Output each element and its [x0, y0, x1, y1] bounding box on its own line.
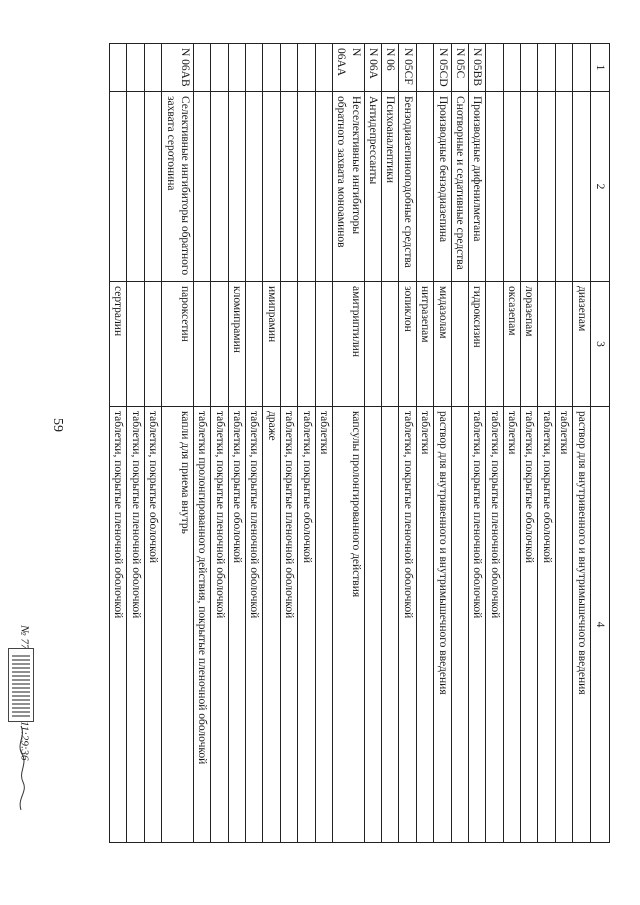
atc-code-cell: [573, 44, 590, 92]
signature-mark: [12, 724, 30, 814]
drug-name-cell: [211, 282, 228, 407]
group-name-cell: [263, 92, 280, 282]
dosage-form-cell: таблетки, покрытые пленочной оболочкой: [469, 407, 486, 843]
column-header-3: 3: [590, 282, 609, 407]
group-name-cell: Производные дифенилметана: [469, 92, 486, 282]
group-name-cell: [194, 92, 211, 282]
dosage-form-cell: раствор для внутривенного и внутримышечного введения: [573, 407, 590, 843]
group-name-cell: Производные бензодиазепина: [434, 92, 451, 282]
table-header-row: [590, 44, 609, 843]
drug-name-cell: пароксетин: [162, 282, 194, 407]
drug-name-cell: [555, 282, 572, 407]
drug-name-cell: имипрамин: [263, 282, 280, 407]
dosage-form-cell: драже: [263, 407, 280, 843]
group-name-cell: Снотворные и седативные средства: [451, 92, 468, 282]
drug-name-cell: нитразепам: [416, 282, 433, 407]
group-name-cell: [228, 92, 245, 282]
drug-name-cell: оксазепам: [503, 282, 520, 407]
table-row: [162, 44, 194, 843]
atc-code-cell: [315, 44, 332, 92]
group-name-cell: [573, 92, 590, 282]
dosage-form-cell: таблетки: [503, 407, 520, 843]
atc-code-cell: N 06: [382, 44, 399, 92]
group-name-cell: [144, 92, 161, 282]
group-name-cell: [538, 92, 555, 282]
page-number: 59: [50, 418, 65, 432]
drug-name-cell: [451, 282, 468, 407]
atc-code-cell: [503, 44, 520, 92]
table-row: [573, 44, 590, 843]
dosage-form-cell: [382, 407, 399, 843]
table-body: [110, 44, 591, 843]
column-header-2: 2: [590, 92, 609, 282]
dosage-form-cell: таблетки, покрытые пленочной оболочкой: [486, 407, 503, 843]
atc-code-cell: N 05BB: [469, 44, 486, 92]
table-row: [298, 44, 315, 843]
atc-code-cell: [211, 44, 228, 92]
drug-name-cell: мидазолам: [434, 282, 451, 407]
group-name-cell: [315, 92, 332, 282]
barcode-stamp: [8, 648, 34, 722]
dosage-form-cell: таблетки: [315, 407, 332, 843]
atc-code-cell: [110, 44, 127, 92]
column-header-1: 1: [590, 44, 609, 92]
table-row: [263, 44, 280, 843]
group-name-cell: Психоаналептики: [382, 92, 399, 282]
table-row: [194, 44, 211, 843]
atc-code-cell: N 05CF: [399, 44, 416, 92]
atc-code-cell: [228, 44, 245, 92]
dosage-form-cell: таблетки, покрытые пленочной оболочкой: [211, 407, 228, 843]
table-row: [521, 44, 538, 843]
table-row: [382, 44, 399, 843]
dosage-form-cell: таблетки, покрытые пленочной оболочкой: [110, 407, 127, 843]
drug-name-cell: амитриптилин: [333, 282, 365, 407]
drug-name-cell: [382, 282, 399, 407]
atc-code-cell: [246, 44, 263, 92]
atc-code-cell: [127, 44, 144, 92]
drug-name-cell: [194, 282, 211, 407]
table-row: [469, 44, 486, 843]
group-name-cell: [127, 92, 144, 282]
table-row: [333, 44, 365, 843]
table-row: [503, 44, 520, 843]
group-name-cell: [298, 92, 315, 282]
table-row: [416, 44, 433, 843]
drug-name-cell: [298, 282, 315, 407]
group-name-cell: [486, 92, 503, 282]
table-row: [144, 44, 161, 843]
dosage-form-cell: таблетки, покрытые оболочкой: [228, 407, 245, 843]
table-row: [246, 44, 263, 843]
barcode-icon: [12, 653, 30, 717]
group-name-cell: Селективные ингибиторы обратного захвата серотонина: [162, 92, 194, 282]
group-name-cell: [246, 92, 263, 282]
drug-name-cell: лоразепам: [521, 282, 538, 407]
atc-code-cell: [538, 44, 555, 92]
drug-name-cell: [246, 282, 263, 407]
table-row: [451, 44, 468, 843]
atc-code-cell: N 06AB: [162, 44, 194, 92]
atc-code-cell: [416, 44, 433, 92]
drug-name-cell: [315, 282, 332, 407]
table-row: [434, 44, 451, 843]
dosage-form-cell: таблетки, покрытые пленочной оболочкой: [280, 407, 297, 843]
group-name-cell: [555, 92, 572, 282]
table-row: [538, 44, 555, 843]
group-name-cell: [521, 92, 538, 282]
drug-name-cell: [280, 282, 297, 407]
atc-code-cell: [194, 44, 211, 92]
drug-name-cell: [144, 282, 161, 407]
table-row: [228, 44, 245, 843]
dosage-form-cell: таблетки, покрытые оболочкой: [521, 407, 538, 843]
dosage-form-cell: таблетки: [555, 407, 572, 843]
group-name-cell: Неселективные ингибиторы обратного захвата моноаминов: [333, 92, 365, 282]
table-row: [110, 44, 127, 843]
table-row: [315, 44, 332, 843]
column-header-4: 4: [590, 407, 609, 843]
dosage-form-cell: капли для приема внутрь: [162, 407, 194, 843]
atc-code-cell: [298, 44, 315, 92]
drug-name-cell: [127, 282, 144, 407]
table-row: [364, 44, 381, 843]
dosage-form-cell: таблетки, покрытые оболочкой: [538, 407, 555, 843]
drug-name-cell: [364, 282, 381, 407]
dosage-form-cell: таблетки, покрытые пленочной оболочкой: [246, 407, 263, 843]
drug-name-cell: гидроксизин: [469, 282, 486, 407]
atc-code-cell: N 06A: [364, 44, 381, 92]
atc-code-cell: N 06AA: [333, 44, 365, 92]
dosage-form-cell: [451, 407, 468, 843]
group-name-cell: [280, 92, 297, 282]
dosage-form-cell: [364, 407, 381, 843]
table-row: [486, 44, 503, 843]
atc-code-cell: N 05C: [451, 44, 468, 92]
group-name-cell: [416, 92, 433, 282]
table-row: [127, 44, 144, 843]
drug-list-table: [80, 43, 610, 843]
atc-code-cell: [486, 44, 503, 92]
dosage-form-cell: таблетки, покрытые пленочной оболочкой: [399, 407, 416, 843]
dosage-form-cell: капсулы пролонгированного действия: [333, 407, 365, 843]
table-row: [211, 44, 228, 843]
dosage-form-cell: раствор для внутривенного и внутримышечного введения: [434, 407, 451, 843]
dosage-form-cell: таблетки, покрытые оболочкой: [144, 407, 161, 843]
drug-name-cell: [486, 282, 503, 407]
drug-name-cell: зопиклон: [399, 282, 416, 407]
drug-name-cell: сертралин: [110, 282, 127, 407]
atc-code-cell: N 05CD: [434, 44, 451, 92]
drug-name-cell: диазепам: [573, 282, 590, 407]
atc-code-cell: [263, 44, 280, 92]
atc-code-cell: [280, 44, 297, 92]
atc-code-cell: [144, 44, 161, 92]
dosage-form-cell: таблетки, покрытые оболочкой: [298, 407, 315, 843]
group-name-cell: Бензодиазепиноподобные средства: [399, 92, 416, 282]
group-name-cell: [110, 92, 127, 282]
dosage-form-cell: таблетки пролонгированного действия, покрытые пленочной оболочкой: [194, 407, 211, 843]
table-row: [399, 44, 416, 843]
group-name-cell: [503, 92, 520, 282]
group-name-cell: Антидепрессанты: [364, 92, 381, 282]
atc-code-cell: [555, 44, 572, 92]
table-row: [280, 44, 297, 843]
drug-name-cell: кломипрамин: [228, 282, 245, 407]
drug-name-cell: [538, 282, 555, 407]
table-row: [555, 44, 572, 843]
group-name-cell: [211, 92, 228, 282]
dosage-form-cell: таблетки: [416, 407, 433, 843]
dosage-form-cell: таблетки, покрытые пленочной оболочкой: [127, 407, 144, 843]
atc-code-cell: [521, 44, 538, 92]
